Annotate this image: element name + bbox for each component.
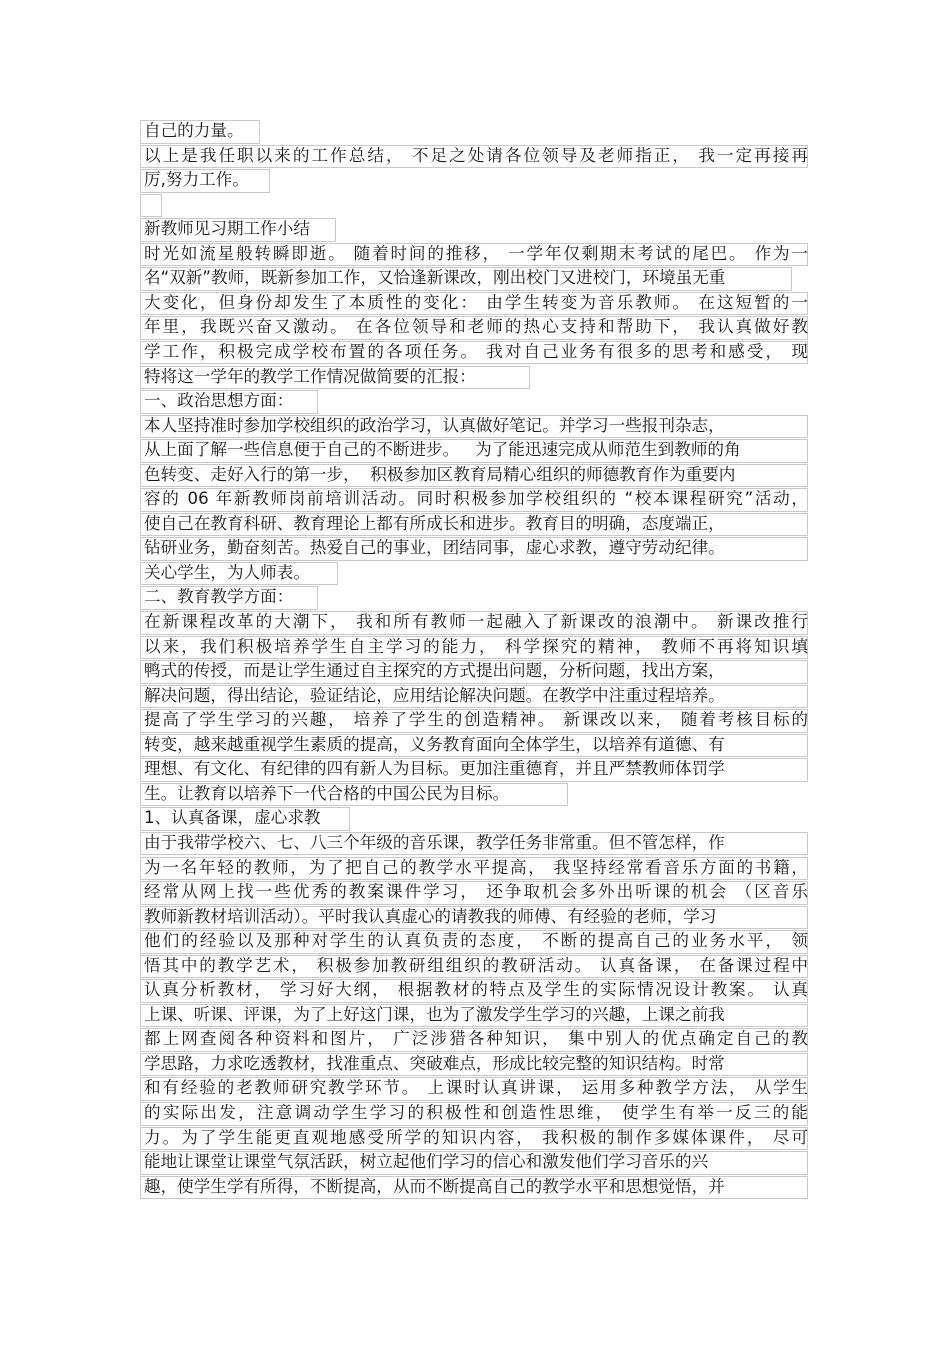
text-line: 以上是我任职以来的工作总结， 不足之处请各位领导及老师指正， 我一定再接再 [144, 145, 808, 165]
text-line: 二、教育教学方面： [144, 587, 294, 607]
text-line: 力。为了学生能更直观地感受所学的知识内容， 我积极的制作多媒体课件， 尽可 [144, 1127, 808, 1147]
text-line: 在新课程改革的大潮下， 我和所有教师一起融入了新课改的浪潮中。 新课改推行 [144, 612, 808, 631]
text-line: 学思路，力求吃透教材，找准重点、突破难点，形成比较完整的知识结构。时常 [144, 1053, 725, 1073]
text-line: 名“双新”教师，既新参加工作，又恰逢新课改，刚出校门又进校门，环境虽无重 [144, 268, 726, 288]
text-line [144, 192, 808, 218]
text-line: 解决问题，得出结论，验证结论，应用结论解决问题。在教学中注重过程培养。 [144, 685, 725, 705]
text-line: 能地让课堂让课堂气氛活跃，树立起他们学习的信心和激发他们学习音乐的兴 [144, 1152, 709, 1172]
text-line: 关心学生，为人师表。 [144, 562, 310, 582]
text-line: 生。让教育以培养下一代合格的中国公民为目标。 [144, 783, 510, 803]
text-line: 他们的经验以及那种对学生的认真负责的态度， 不断的提高自己的业务水平， 领 [144, 931, 808, 951]
text-line: 厉,努力工作。 [144, 170, 249, 190]
text-line: 由于我带学校六、七、八三个年级的音乐课，教学任务非常重。但不管怎样，作 [144, 832, 725, 852]
text-line: 教师新教材培训活动）。平时我认真虚心的请教我的师傅、有经验的老师，学习 [144, 906, 717, 926]
text-line: 的实际出发，注意调动学生学习的积极性和创造性思维， 使学生有举一反三的能 [144, 1103, 808, 1122]
text-line: 上课、听课、评课，为了上好这门课，也为了激发学生学习的兴趣，上课之前我 [144, 1004, 725, 1024]
text-line: 趣，使学生学有所得，不断提高，从而不断提高自己的教学水平和思想觉悟，并 [144, 1176, 725, 1196]
text-line: 提高了学生学习的兴趣， 培养了学生的创造精神。 新课改以来， 随着考核目标的 [144, 710, 808, 730]
text-line: 时光如流星般转瞬即逝。 随着时间的推移， 一学年仅剩期末考试的尾巴。 作为一 [144, 243, 808, 263]
text-line: 容的 06 年新教师岗前培训活动。同时积极参加学校组织的 “校本课程研究”活动， [144, 489, 808, 509]
text-line: 以来，我们积极培养学生自主学习的能力， 科学探究的精神， 教师不再将知识填 [144, 636, 808, 656]
text-line: 转变，越来越重视学生素质的提高，义务教育面向全体学生，以培养有道德、有 [144, 734, 725, 754]
text-line: 为一名年轻的教师，为了把自己的教学水平提高， 我坚持经常看音乐方面的书籍， [144, 857, 808, 877]
text-line: 悟其中的教学艺术， 积极参加教研组组织的教研活动。 认真备课， 在备课过程中 [144, 955, 808, 975]
text-line: 和有经验的老教师研究教学环节。 上课时认真讲课， 运用多种教学方法， 从学生 [144, 1078, 808, 1098]
text-line: 特将这一学年的教学工作情况做简要的汇报： [144, 366, 476, 386]
text-line: 钻研业务，勤奋刻苦。热爱自己的事业，团结同事，虚心求教，遵守劳动纪律。 [144, 538, 725, 558]
text-line: 从上面了解一些信息便于自己的不断进步。 为了能迅速完成从师范生到教师的角 [144, 440, 741, 460]
text-line: 理想、有文化、有纪律的四有新人为目标。更加注重德育，并且严禁教师体罚学 [144, 759, 725, 779]
text-line: 年里，我既兴奋又激动。 在各位领导和老师的热心支持和帮助下， 我认真做好教 [144, 317, 808, 337]
text-line: 1、认真备课，虚心求教 [144, 808, 321, 828]
text-line: 认真分析教材， 学习好大纲， 根据教材的特点及学生的实际情况设计教案。 认真 [144, 980, 808, 1000]
text-line: 经常从网上找一些优秀的教案课件学习， 还争取机会多外出听课的机会 （区音乐 [144, 882, 808, 902]
text-line: 本人坚持准时参加学校组织的政治学习，认真做好笔记。并学习一些报刊杂志， [144, 415, 725, 435]
text-line: 新教师见习期工作小结 [144, 219, 310, 239]
text-line: 色转变、走好入行的第一步， 积极参加区教育局精心组织的师德教育作为重要内 [144, 464, 736, 484]
text-line: 自己的力量。 [144, 121, 244, 140]
text-line: 使自己在教育科研、教育理论上都有所成长和进步。教育目的明确，态度端正， [144, 513, 725, 533]
text-line: 学工作，积极完成学校布置的各项任务。 我对自己业务有很多的思考和感受， 现 [144, 341, 808, 361]
text-line: 都上网查阅各种资料和图片， 广泛涉猎各种知识， 集中别人的优点确定自己的教 [144, 1029, 808, 1049]
text-line: 一、政治思想方面： [144, 391, 294, 411]
text-line: 鸭式的传授，而是让学生通过自主探究的方式提出问题，分析问题，找出方案， [144, 661, 725, 681]
text-line: 大变化，但身份却发生了本质性的变化： 由学生转变为音乐教师。 在这短暂的一 [144, 292, 808, 312]
